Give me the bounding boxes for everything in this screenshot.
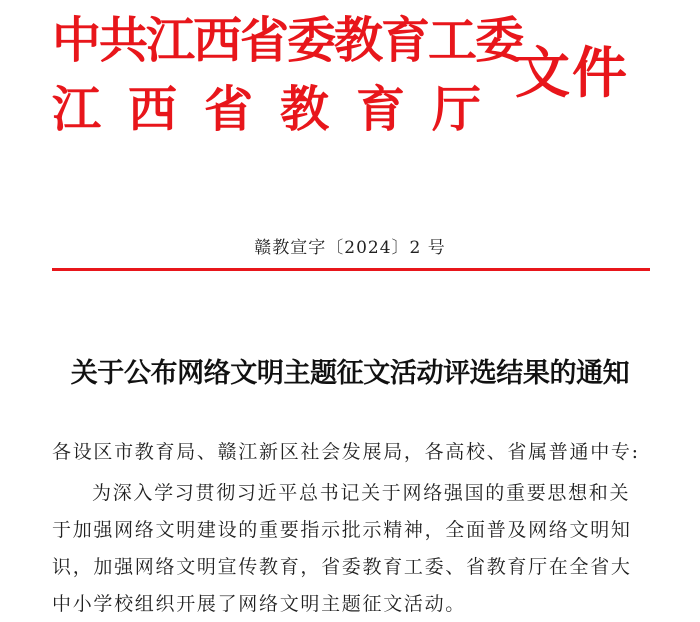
body-line-2: 于加强网络文明建设的重要指示批示精神，全面普及网络文明知	[52, 519, 632, 541]
document-label: 文件	[515, 41, 630, 105]
issuer-line-1: 中共江西省委教育工委	[52, 12, 523, 69]
issuer-line-2: 江西省教育厅	[52, 81, 509, 138]
salutation: 各设区市教育局、赣江新区社会发展局，各高校、省属普通中专:	[52, 441, 640, 463]
body-line-4: 中小学校组织开展了网络文明主题征文活动。	[52, 593, 467, 615]
body-line-3: 识，加强网络文明宣传教育，省委教育工委、省教育厅在全省大	[52, 556, 632, 578]
document-number: 赣教宣字〔2024〕2 号	[254, 238, 446, 258]
body-line-1: 为深入学习贯彻习近平总书记关于网络强国的重要思想和关	[92, 482, 631, 504]
red-divider-line	[52, 268, 650, 271]
notice-title: 关于公布网络文明主题征文活动评选结果的通知	[70, 358, 630, 389]
